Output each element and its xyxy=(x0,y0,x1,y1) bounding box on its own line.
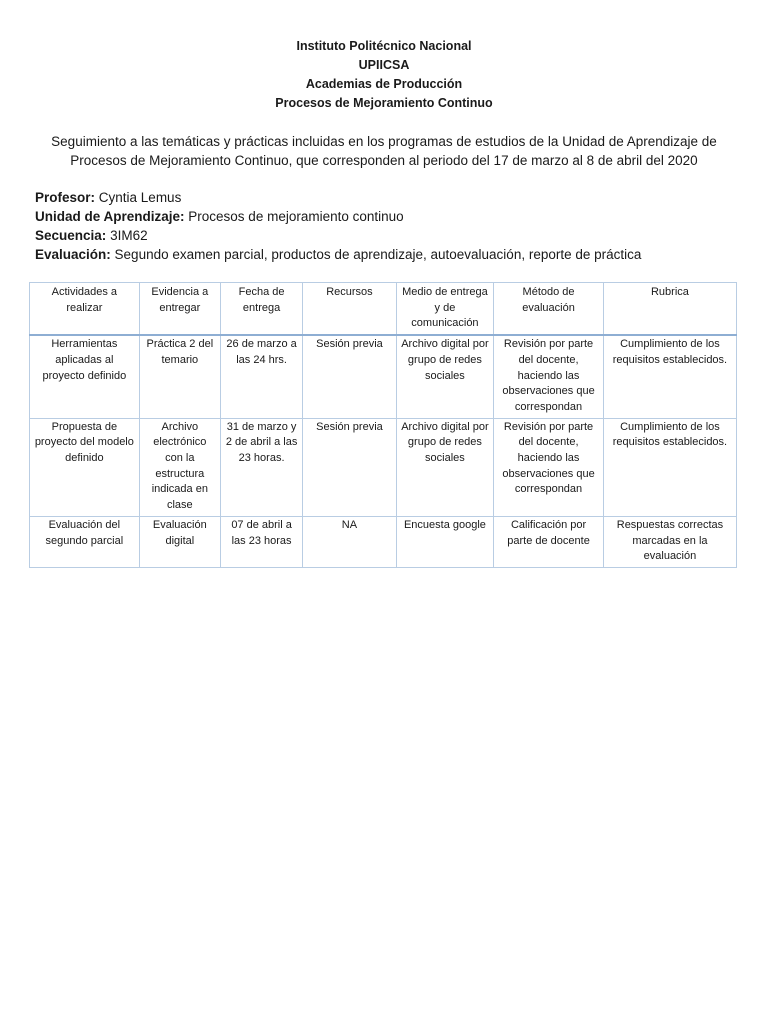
evaluacion-value: Segundo examen parcial, productos de aprendizaje, autoevaluación, reporte de práctica xyxy=(114,247,642,262)
institution-name: Instituto Politécnico Nacional xyxy=(296,39,472,53)
resources-cell: Sesión previa xyxy=(303,418,396,516)
rubric-cell: Cumplimiento de los requisitos establecidos. xyxy=(603,335,736,418)
table-row xyxy=(30,335,737,418)
column-header: Método de evaluación xyxy=(494,283,604,336)
profesor-label: Profesor: xyxy=(35,190,96,205)
rubric-cell: Cumplimiento de los requisitos establecidos. xyxy=(603,418,736,516)
delivery-cell: Archivo digital por grupo de redes sociales xyxy=(396,335,494,418)
resources-cell: NA xyxy=(303,516,396,567)
secuencia-label: Secuencia: xyxy=(35,228,107,243)
table-row xyxy=(30,418,737,516)
intro-paragraph: Seguimiento a las temáticas y prácticas incluidas en los programas de estudios de la Unidad de Aprendizaje de Procesos de Mejoramiento Continuo, que corresponden al periodo del 17 de marzo al 8 de abril del 2020 xyxy=(51,134,717,168)
evidence-cell: Evaluación digital xyxy=(139,516,220,567)
secuencia-row xyxy=(35,226,745,245)
profesor-row xyxy=(35,188,745,207)
evaluacion-label: Evaluación: xyxy=(35,247,111,262)
subject-name: Procesos de Mejoramiento Continuo xyxy=(275,96,493,110)
method-cell: Calificación por parte de docente xyxy=(494,516,604,567)
activity-cell: Propuesta de proyecto del modelo definido xyxy=(30,418,140,516)
evaluacion-row xyxy=(35,245,745,264)
academy-name: Academias de Producción xyxy=(305,77,463,91)
column-header: Recursos xyxy=(303,283,396,336)
date-cell: 07 de abril a las 23 horas xyxy=(220,516,302,567)
activities-table xyxy=(29,282,737,568)
column-header: Actividades a realizar xyxy=(30,283,140,336)
table-row xyxy=(30,516,737,567)
evidence-cell: Práctica 2 del temario xyxy=(139,335,220,418)
course-info xyxy=(35,188,745,264)
unidad-value: Procesos de mejoramiento continuo xyxy=(188,209,404,224)
school-name: UPIICSA xyxy=(358,58,410,72)
delivery-cell: Encuesta google xyxy=(396,516,494,567)
table-header-row xyxy=(30,283,737,336)
column-header: Evidencia a entregar xyxy=(139,283,220,336)
column-header: Rubrica xyxy=(603,283,736,336)
unidad-label: Unidad de Aprendizaje: xyxy=(35,209,185,224)
method-cell: Revisión por parte del docente, haciendo las observaciones que correspondan xyxy=(494,418,604,516)
activity-cell: Evaluación del segundo parcial xyxy=(30,516,140,567)
date-cell: 31 de marzo y 2 de abril a las 23 horas. xyxy=(220,418,302,516)
method-cell: Revisión por parte del docente, haciendo las observaciones que correspondan xyxy=(494,335,604,418)
resources-cell: Sesión previa xyxy=(303,335,396,418)
column-header: Medio de entrega y de comunicación xyxy=(396,283,494,336)
profesor-value: Cyntia Lemus xyxy=(98,190,182,205)
evidence-cell: Archivo electrónico con la estructura indicada en clase xyxy=(139,418,220,516)
document-header xyxy=(0,37,768,113)
delivery-cell: Archivo digital por grupo de redes sociales xyxy=(396,418,494,516)
column-header: Fecha de entrega xyxy=(220,283,302,336)
rubric-cell: Respuestas correctas marcadas en la evaluación xyxy=(603,516,736,567)
unidad-row xyxy=(35,207,745,226)
activity-cell: Herramientas aplicadas al proyecto definido xyxy=(30,335,140,418)
secuencia-value: 3IM62 xyxy=(110,228,148,243)
date-cell: 26 de marzo a las 24 hrs. xyxy=(220,335,302,418)
